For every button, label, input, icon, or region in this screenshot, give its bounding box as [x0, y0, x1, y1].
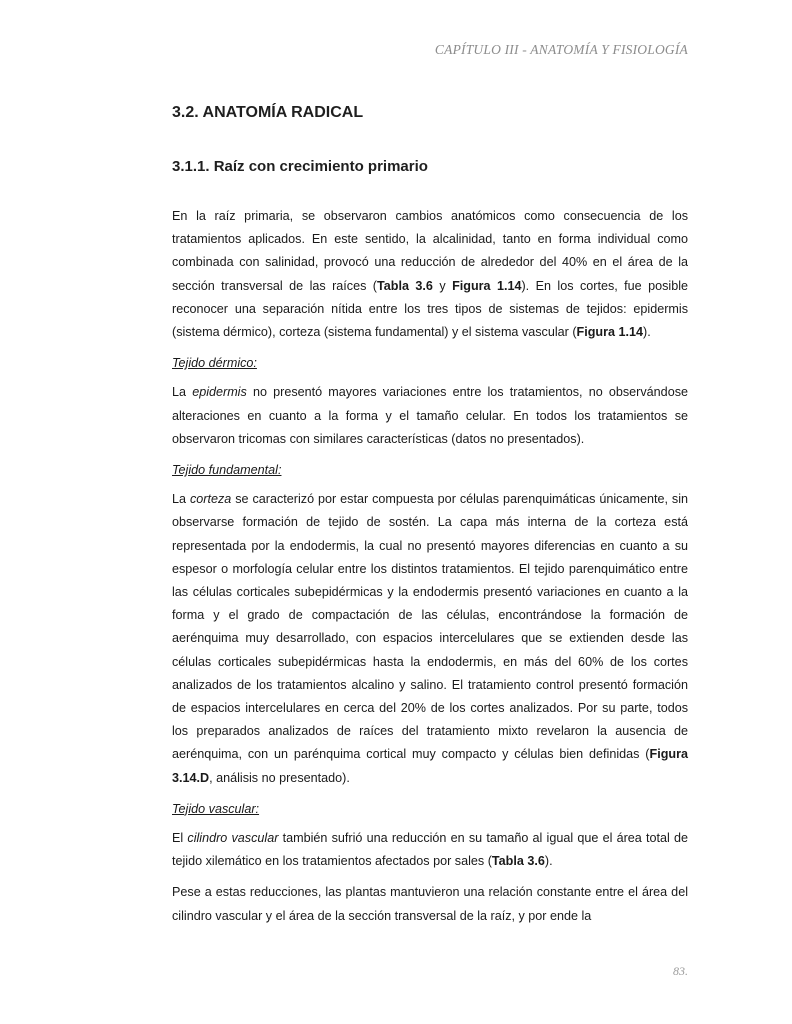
figure-reference: Figura 1.14	[452, 278, 522, 293]
text-run: La	[172, 385, 193, 400]
emphasis-term: epidermis	[192, 385, 247, 400]
emphasis-term: cilindro vascular	[187, 831, 279, 846]
paragraph-epidermis	[172, 381, 688, 451]
table-reference: Tabla 3.6	[377, 278, 433, 293]
text-run: La	[172, 492, 190, 507]
text-run: se caracterizó por estar compuesta por células parenquimáticas únicamente, sin observarse formación de tejido de sostén. La capa más interna de la corteza está representada por la endodermis, la cual no presentó mayores diferencias en cuanto a su espesor o morfología celular entre los distintos tratamientos. El tejido parenquimático entre las células corticales subepidérmicas y la endodermis presentó variaciones en cuanto a la forma y el grado de compactación de las células, encontrándose la formación de aerénquima muy desarrollado, con espacios intercelulares que se extienden desde las células corticales subepidérmicas hasta la endodermis, en más del 60% de los cortes analizados de los tratamientos alcalino y salino. El tratamiento control presentó formación de espacios intercelulares en cerca del 20% de los cortes analizados. Por su parte, todos los preparados analizados de raíces del tratamiento mixto revelaron la ausencia de aerénquima, con un parénquima cortical muy compacto y células bien definidas (	[172, 492, 688, 762]
text-run: no presentó mayores variaciones entre los tratamientos, no observándose alteraciones en cuanto a la forma y el tamaño celular. En todos los tratamientos se observaron tricomas con similares características (datos no presentados).	[172, 385, 688, 446]
table-reference: Tabla 3.6	[491, 854, 545, 869]
text-run: ).	[643, 325, 651, 340]
body-text	[172, 205, 688, 936]
subheading-dermal-tissue: Tejido dérmico:	[172, 356, 257, 371]
text-run: ). En los cortes, fue posible reconocer una separación nítida entre los tres tipos de sistemas de tejidos: epidermis (sistema dérmico), corteza (sistema fundamental) y el sistema vascular (	[172, 278, 689, 340]
paragraph-cortex	[172, 488, 688, 790]
paragraph-ratio: Pese a estas reducciones, las plantas mantuvieron una relación constante entre el área del cilindro vascular y el área de la sección transversal de la raíz, y por ende la	[172, 885, 688, 923]
section-heading: 3.2. ANATOMÍA RADICAL	[172, 104, 364, 121]
page-number: 83.	[673, 964, 688, 978]
subheading-ground-tissue: Tejido fundamental:	[172, 463, 282, 478]
text-run: también sufrió una reducción en su tamaño al igual que el área total de tejido xilemático en los tratamientos afectados por sales (	[172, 831, 688, 869]
figure-reference: Figura 3.14.D	[172, 747, 688, 785]
subsection-heading: 3.1.1. Raíz con crecimiento primario	[172, 158, 428, 175]
paragraph-vascular-cylinder	[172, 827, 688, 873]
text-run: y	[432, 278, 453, 293]
emphasis-term: corteza	[189, 492, 232, 507]
text-run: , análisis no presentado).	[209, 770, 350, 785]
text-run: ).	[544, 854, 553, 869]
text-run: El	[172, 831, 188, 846]
figure-reference: Figura 1.14	[576, 325, 644, 340]
subheading-vascular-tissue: Tejido vascular:	[172, 801, 260, 816]
paragraph-intro	[172, 205, 688, 344]
running-header: CAPÍTULO III - ANATOMÍA Y FISIOLOGÍA	[434, 42, 688, 57]
text-run: En la raíz primaria, se observaron cambios anatómicos como consecuencia de los tratamientos aplicados. En este sentido, la alcalinidad, tanto en forma individual como combinada con salinidad, provocó una reducción de alrededor del 40% en el área de la sección transversal de las raíces (	[172, 209, 688, 293]
